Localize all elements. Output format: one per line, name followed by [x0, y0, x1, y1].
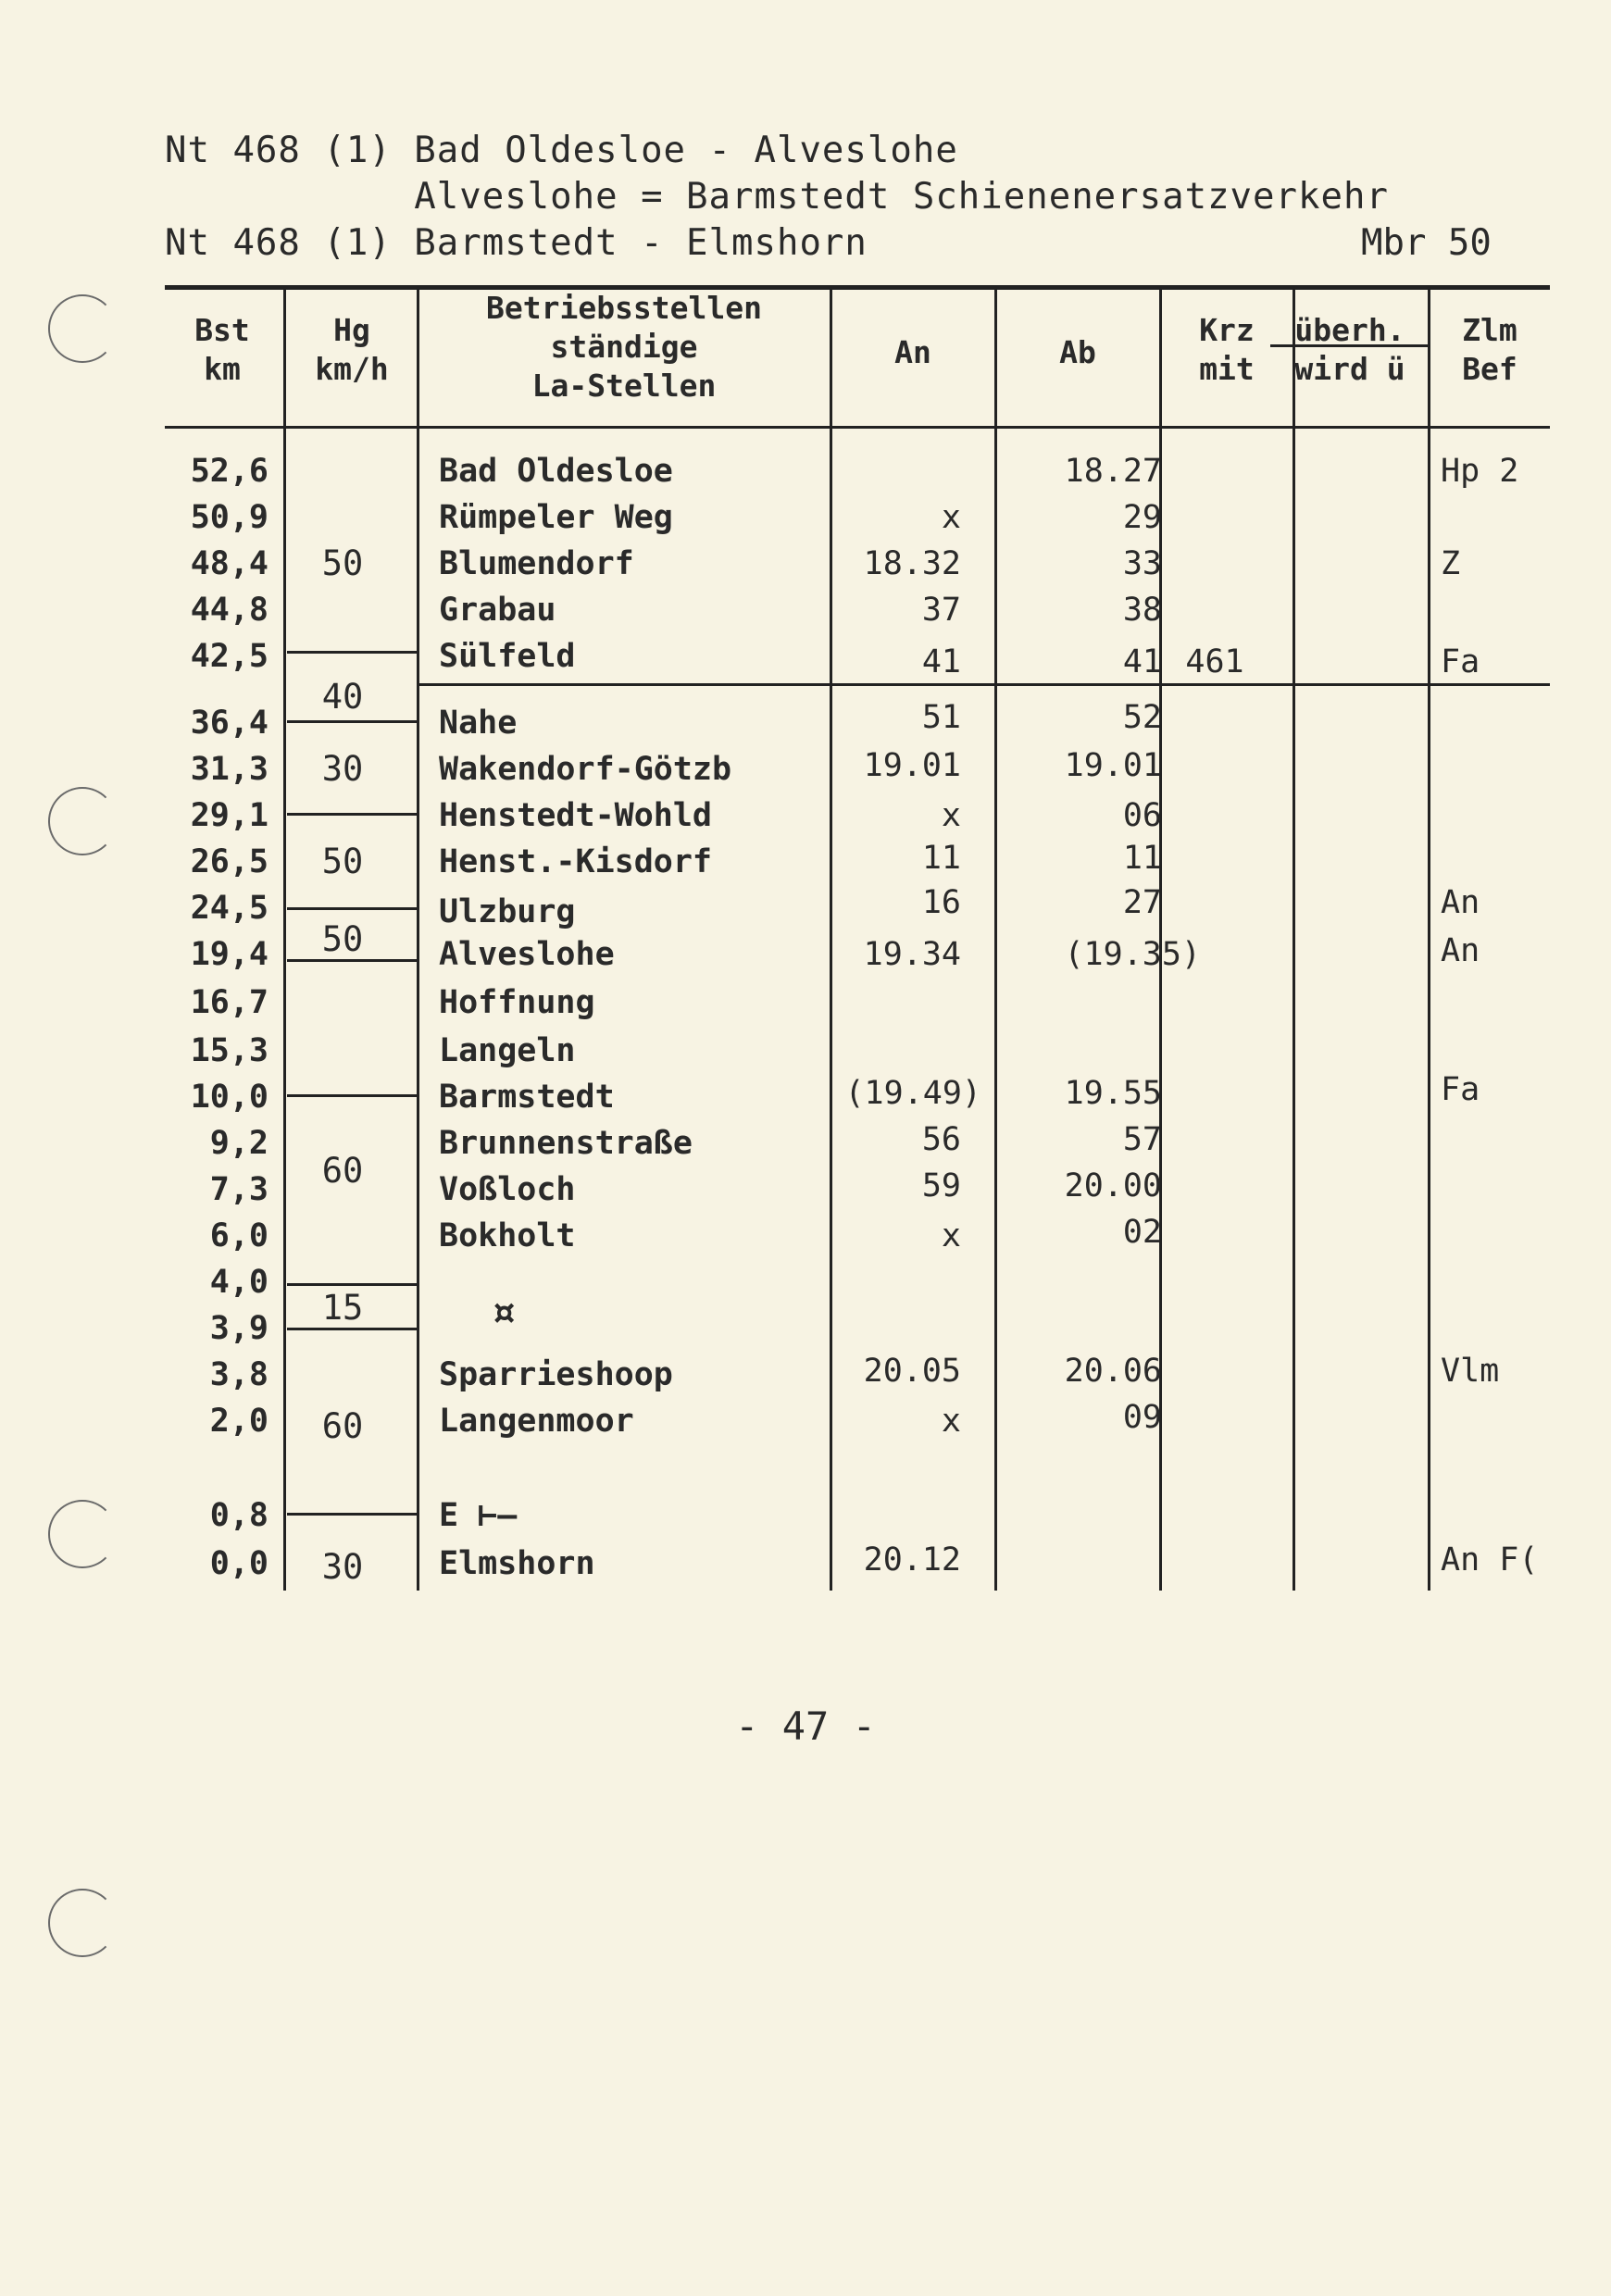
punch-hole	[48, 1889, 117, 1957]
signal-note: Z	[1441, 545, 1461, 582]
signal-note: An	[1441, 884, 1480, 921]
station-name: Bokholt	[439, 1217, 576, 1254]
departure-time: 52	[1122, 699, 1162, 736]
station-name: Wakendorf-Götzb	[439, 751, 732, 788]
arrival-time: 19.34	[863, 936, 961, 973]
km-value: 36,4	[190, 705, 268, 742]
speed-value: 60	[321, 1406, 364, 1446]
krz-label: Krz	[1199, 312, 1255, 348]
speed-divider	[287, 813, 417, 816]
departure-time: 41	[1122, 643, 1162, 680]
station-name: Henst.-Kisdorf	[439, 843, 713, 880]
station-name: Sparrieshoop	[439, 1356, 673, 1393]
betrieb-label-2: ständige	[550, 329, 698, 365]
col-header-zlm	[1430, 311, 1550, 389]
departure-time: 20.06	[1064, 1353, 1162, 1390]
km-value: 52,6	[190, 453, 268, 490]
arrival-time: 51	[921, 699, 961, 736]
station-name: Langenmoor	[439, 1403, 634, 1440]
km-value: 44,8	[190, 592, 268, 629]
km-value: 10,0	[190, 1079, 268, 1116]
signal-note: Vlm	[1441, 1353, 1500, 1390]
departure-time: 18.27	[1064, 453, 1162, 490]
km-value: 48,4	[190, 545, 268, 582]
signal-note: Fa	[1441, 1071, 1480, 1108]
station-name: Rümpeler Weg	[439, 499, 673, 536]
zlm-label: Zlm	[1462, 312, 1517, 348]
header-line-1: Nt 468 (1) Bad Oldesloe - Alveslohe	[165, 130, 958, 171]
station-name: Ulzburg	[439, 893, 576, 930]
arrival-time: 56	[921, 1121, 961, 1158]
col-header-betriebsstellen	[418, 289, 830, 406]
station-name: Nahe	[439, 705, 518, 742]
arrival-time: 20.12	[863, 1541, 961, 1578]
departure-time: 27	[1122, 884, 1162, 921]
hg-label: Hg	[333, 312, 370, 348]
punch-hole	[48, 1500, 117, 1568]
km-label: km	[204, 351, 241, 387]
departure-time: 19.55	[1064, 1075, 1162, 1112]
bef-label: Bef	[1462, 351, 1517, 387]
departure-time: 09	[1122, 1399, 1162, 1436]
departure-time: 20.00	[1064, 1167, 1162, 1204]
col-divider	[1293, 285, 1295, 1591]
page-number: - 47 -	[735, 1703, 876, 1749]
speed-value: 50	[321, 919, 364, 959]
betrieb-label-1: Betriebsstellen	[485, 290, 762, 326]
arrival-time: 19.01	[863, 747, 961, 784]
arrival-time: 20.05	[863, 1353, 961, 1390]
bst-label: Bst	[194, 312, 250, 348]
km-value: 42,5	[190, 638, 268, 675]
km-value: 19,4	[190, 936, 268, 973]
signal-note: Fa	[1441, 643, 1480, 680]
station-name: Hoffnung	[439, 984, 595, 1021]
arrival-time: x	[941, 1403, 961, 1440]
signal-note: An	[1441, 932, 1480, 969]
end-marker: E ⊢—	[439, 1497, 518, 1534]
departure-time: 57	[1122, 1121, 1162, 1158]
mit-label: mit	[1199, 351, 1255, 387]
section-line	[417, 683, 1550, 686]
crossing-symbol-icon: ¤	[491, 1287, 517, 1337]
station-name: Bad Oldesloe	[439, 453, 673, 490]
departure-time: 06	[1122, 797, 1162, 834]
km-value: 29,1	[190, 797, 268, 834]
km-value: 31,3	[190, 751, 268, 788]
arrival-time: 16	[921, 884, 961, 921]
col-header-an: An	[894, 334, 931, 370]
arrival-time: 37	[921, 592, 961, 629]
km-value: 2,0	[209, 1403, 268, 1440]
speed-value: 30	[321, 1547, 364, 1587]
betrieb-label-3: La-Stellen	[531, 368, 717, 404]
col-header-bst	[176, 311, 268, 389]
arrival-time: x	[941, 797, 961, 834]
station-name: Barmstedt	[439, 1079, 615, 1116]
departure-time: (19.35)	[1064, 936, 1201, 973]
station-name: Elmshorn	[439, 1545, 595, 1582]
speed-divider	[287, 651, 417, 654]
arrival-time: x	[941, 499, 961, 536]
header-bottom-line	[165, 426, 1550, 429]
header-line-3: Nt 468 (1) Barmstedt - Elmshorn	[165, 222, 868, 264]
station-name: Alveslohe	[439, 936, 615, 973]
speed-value: 50	[321, 842, 364, 881]
arrival-time: (19.49)	[844, 1075, 981, 1112]
speed-value: 50	[321, 543, 364, 583]
header-line-2: Alveslohe = Barmstedt Schienenersatzverkehr	[165, 176, 1389, 218]
departure-time: 19.01	[1064, 747, 1162, 784]
km-value: 0,8	[209, 1497, 268, 1534]
departure-time: 29	[1122, 499, 1162, 536]
speed-value: 40	[321, 677, 364, 717]
km-value: 3,9	[209, 1310, 268, 1347]
punch-hole	[48, 294, 117, 363]
station-name: Grabau	[439, 592, 556, 629]
wird-label: wird ü	[1294, 351, 1405, 387]
km-value: 0,0	[209, 1545, 268, 1582]
km-value: 9,2	[209, 1125, 268, 1162]
departure-time: 11	[1122, 840, 1162, 877]
arrival-time: 41	[921, 643, 961, 680]
col-divider	[1428, 285, 1430, 1591]
table-top-line	[165, 285, 1550, 290]
station-name: Sülfeld	[439, 638, 576, 675]
punch-hole	[48, 787, 117, 855]
uberh-label: überh.	[1294, 312, 1405, 348]
arrival-time: 59	[921, 1167, 961, 1204]
col-divider	[830, 285, 832, 1591]
station-name: Henstedt-Wohld	[439, 797, 713, 834]
km-value: 6,0	[209, 1217, 268, 1254]
speed-divider	[287, 1513, 417, 1516]
col-header-ab: Ab	[1059, 334, 1096, 370]
km-value: 3,8	[209, 1356, 268, 1393]
speed-divider	[287, 720, 417, 723]
station-name: Blumendorf	[439, 545, 634, 582]
speed-value: 60	[321, 1151, 364, 1191]
speed-divider	[287, 1094, 417, 1097]
station-name: Voßloch	[439, 1171, 576, 1208]
arrival-time: 18.32	[863, 545, 961, 582]
station-name: Langeln	[439, 1032, 576, 1069]
departure-time: 02	[1122, 1214, 1162, 1251]
kmh-label: km/h	[315, 351, 389, 387]
km-value: 26,5	[190, 843, 268, 880]
km-value: 15,3	[190, 1032, 268, 1069]
mbr-label: Mbr 50	[1361, 222, 1492, 264]
station-name: Brunnenstraße	[439, 1125, 693, 1162]
arrival-time: x	[941, 1217, 961, 1254]
km-value: 24,5	[190, 890, 268, 927]
departure-time: 38	[1122, 592, 1162, 629]
col-divider	[417, 285, 419, 1591]
col-header-uberh	[1270, 311, 1430, 389]
speed-divider	[287, 907, 417, 910]
km-value: 50,9	[190, 499, 268, 536]
km-value: 4,0	[209, 1264, 268, 1301]
departure-time: 33	[1122, 545, 1162, 582]
km-value: 16,7	[190, 984, 268, 1021]
arrival-time: 11	[921, 840, 961, 877]
signal-note: An F(	[1441, 1541, 1539, 1578]
speed-value: 15	[321, 1288, 364, 1328]
signal-note: Hp 2	[1441, 453, 1519, 490]
crossing-train: 461	[1185, 643, 1244, 680]
km-value: 7,3	[209, 1171, 268, 1208]
col-header-hg	[287, 311, 417, 389]
speed-value: 30	[321, 749, 364, 789]
